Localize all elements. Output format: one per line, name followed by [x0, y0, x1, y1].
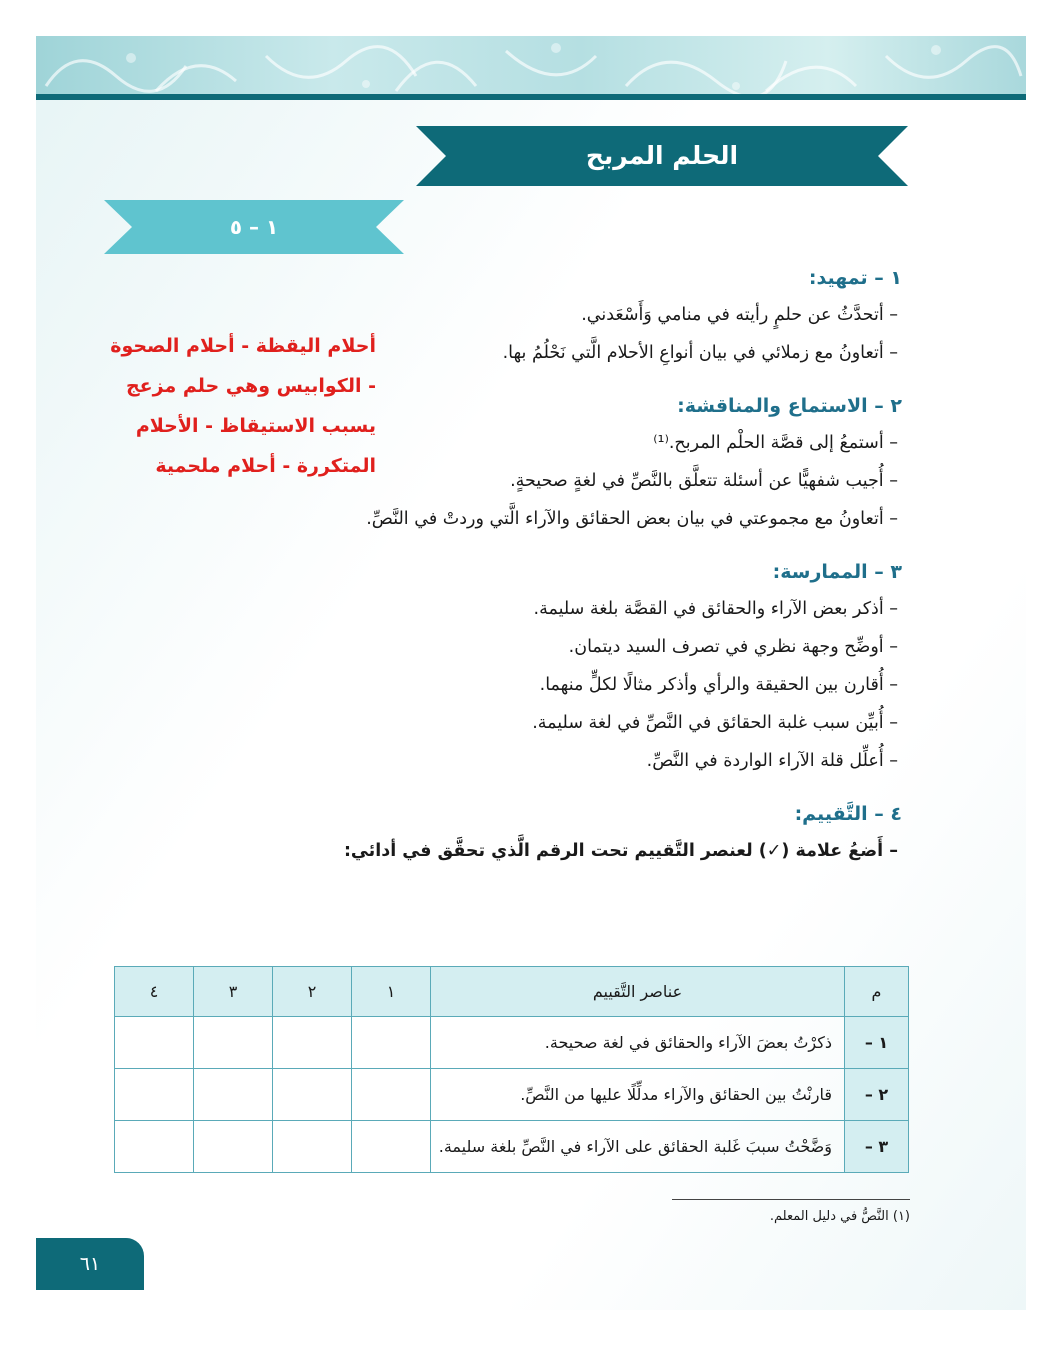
page-number: ٦١ — [79, 1253, 101, 1275]
section-heading: ٤ – التَّقييم: — [794, 803, 902, 825]
footnote-divider — [672, 1199, 910, 1200]
page-number-tab — [36, 1238, 144, 1290]
list-item: – أُجيب شفهيًّا عن أسئلة تتعلَّق بالنَّصِّ في لغةٍ صحيحةٍ. — [510, 471, 898, 491]
table-header-row — [115, 967, 909, 1017]
score-cell[interactable] — [194, 1121, 273, 1173]
header-score-4: ٤ — [115, 967, 194, 1017]
calligraphy-pattern-icon — [36, 36, 1026, 98]
row-element: قارنْتُ بين الحقائق والآراء مدلِّلًا عليها من النَّصِّ. — [431, 1069, 845, 1121]
list-item: – أذكر بعض الآراء والحقائق في القصَّة بلغة سليمة. — [533, 599, 898, 619]
list-item: – أَضعُ علامة (✓) لعنصر التَّقييم تحت الرقم الَّذي تحقَّق في أدائي: — [343, 841, 898, 861]
lesson-number: ١ – ٥ — [229, 215, 279, 239]
title-ribbon — [416, 126, 908, 186]
score-cell[interactable] — [273, 1017, 352, 1069]
row-number: ٣ – — [845, 1121, 909, 1173]
section-practice — [42, 554, 902, 780]
score-cell[interactable] — [352, 1069, 431, 1121]
row-number: ٢ – — [845, 1069, 909, 1121]
table-row — [115, 1017, 909, 1069]
list-item: – أُعلِّل قلة الآراء الواردة في النَّصِّ. — [646, 751, 898, 771]
page-title: الحلم المربح — [585, 141, 739, 170]
score-cell[interactable] — [115, 1017, 194, 1069]
table-row — [115, 1121, 909, 1173]
row-element: ذكرْتُ بعضَ الآراء والحقائق في لغة صحيحة. — [431, 1017, 845, 1069]
score-cell[interactable] — [352, 1017, 431, 1069]
score-cell[interactable] — [273, 1069, 352, 1121]
row-number: ١ – — [845, 1017, 909, 1069]
header-score-2: ٢ — [273, 967, 352, 1017]
list-item: – أتحدَّثُ عن حلمٍ رأيته في منامي وَأَسْعَدني. — [581, 305, 898, 325]
section-heading: ١ – تمهيد: — [808, 267, 902, 289]
score-cell[interactable] — [352, 1121, 431, 1173]
list-item: – أستمعُ إلى قصَّة الحلْم المربح.⁽¹⁾ — [653, 433, 898, 453]
list-item: – أُبيِّن سبب غلبة الحقائق في النَّصِّ في لغة سليمة. — [532, 713, 898, 733]
score-cell[interactable] — [273, 1121, 352, 1173]
header-score-3: ٣ — [194, 967, 273, 1017]
header-m: م — [845, 967, 909, 1017]
section-heading: ٣ – الممارسة: — [772, 561, 902, 583]
evaluation-table — [114, 966, 909, 1173]
list-item: – أوضِّح وجهة نظري في تصرف السيد ديتمان. — [568, 637, 898, 657]
list-item: – أتعاونُ مع زملائي في بيان أنواعِ الأحلام الَّتي نَحْلُمُ بها. — [502, 343, 898, 363]
list-item: – أُقارن بين الحقيقة والرأي وأذكر مثالًا لكلٍّ منهما. — [539, 675, 898, 695]
list-item: – أتعاونُ مع مجموعتي في بيان بعض الحقائق والآراء الَّتي وردتْ في النَّصِّ. — [366, 509, 898, 529]
score-cell[interactable] — [115, 1121, 194, 1173]
table-row — [115, 1069, 909, 1121]
lesson-number-ribbon — [104, 200, 404, 254]
score-cell[interactable] — [115, 1069, 194, 1121]
banner-divider — [36, 94, 1026, 100]
top-banner — [36, 36, 1026, 98]
handwritten-annotation: أحلام اليقظة - أحلام الصحوة - الكوابيس وهي حلم مزعج يسبب الاستيقاظ - الأحلام المتكررة - أحلام ملحمية — [110, 335, 376, 477]
footnote: (١) النَّصُّ في دليل المعلم. — [769, 1209, 910, 1224]
header-element: عناصر التَّقييم — [431, 967, 845, 1017]
header-score-1: ١ — [352, 967, 431, 1017]
section-heading: ٢ – الاستماع والمناقشة: — [677, 395, 902, 417]
score-cell[interactable] — [194, 1069, 273, 1121]
section-evaluation — [42, 796, 902, 870]
score-cell[interactable] — [194, 1017, 273, 1069]
row-element: وَضَّحْتُ سببَ غَلبة الحقائق على الآراء في النَّصِّ بلغة سليمة. — [431, 1121, 845, 1173]
